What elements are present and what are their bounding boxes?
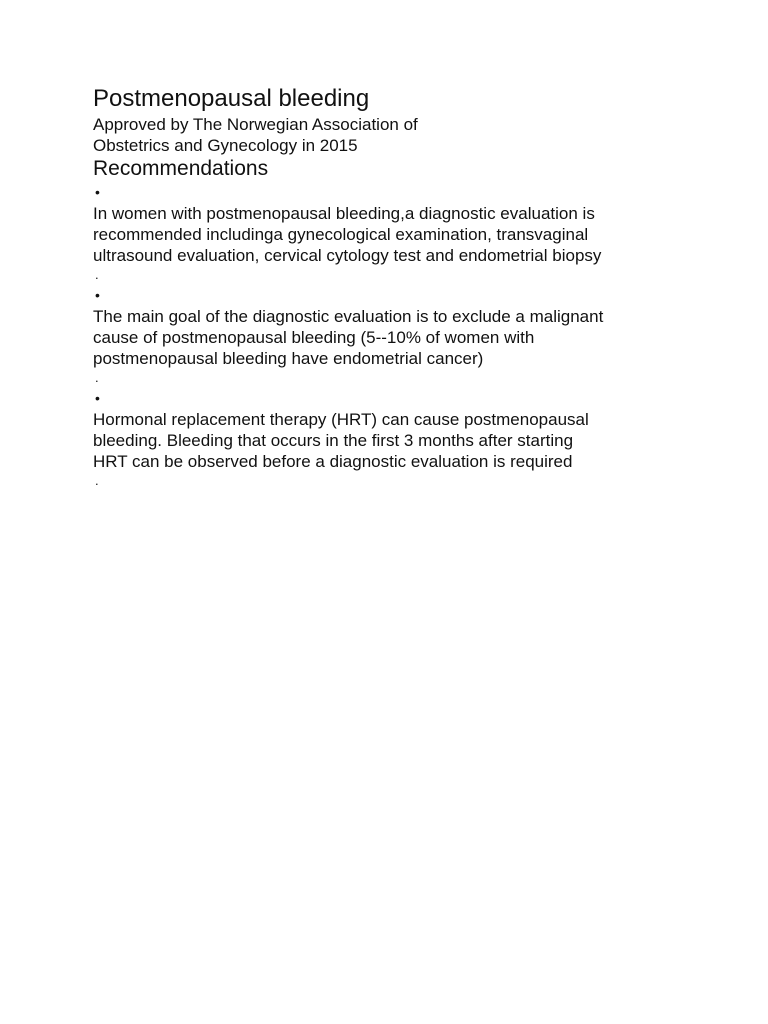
recommendation-text-line: bleeding. Bleeding that occurs in the first 3 months after starting [93, 431, 574, 450]
bullet-icon: • [95, 287, 100, 303]
recommendation-text-line: Hormonal replacement therapy (HRT) can cause postmenopausal [93, 410, 589, 429]
end-mark: . [95, 370, 99, 385]
recommendation-text-line: In women with postmenopausal bleeding,a diagnostic evaluation is [93, 204, 595, 223]
recommendation-text-line: HRT can be observed before a diagnostic evaluation is required [93, 452, 573, 471]
approval-line-2: Obstetrics and Gynecology in 2015 [93, 136, 358, 155]
bullet-icon: • [95, 390, 100, 406]
bullet-icon: • [95, 184, 100, 200]
approval-line-1: Approved by The Norwegian Association of [93, 115, 418, 134]
recommendations-list [93, 181, 733, 490]
document-title: Postmenopausal bleeding [93, 85, 370, 112]
recommendation-text-line: ultrasound evaluation, cervical cytology test and endometrial biopsy [93, 246, 602, 265]
recommendation-item [93, 284, 733, 387]
end-mark: . [95, 267, 99, 282]
recommendation-text-line: recommended includinga gynecological examination, transvaginal [93, 225, 589, 244]
recommendation-text-line: postmenopausal bleeding have endometrial cancer) [93, 349, 484, 368]
end-mark: . [95, 473, 99, 488]
section-heading-recommendations: Recommendations [93, 157, 269, 180]
recommendation-text-line: cause of postmenopausal bleeding (5--10% of women with [93, 328, 535, 347]
recommendation-item [93, 387, 733, 490]
recommendation-text-line: The main goal of the diagnostic evaluation is to exclude a malignant [93, 307, 604, 326]
document-page [93, 84, 733, 490]
recommendation-item [93, 181, 733, 284]
